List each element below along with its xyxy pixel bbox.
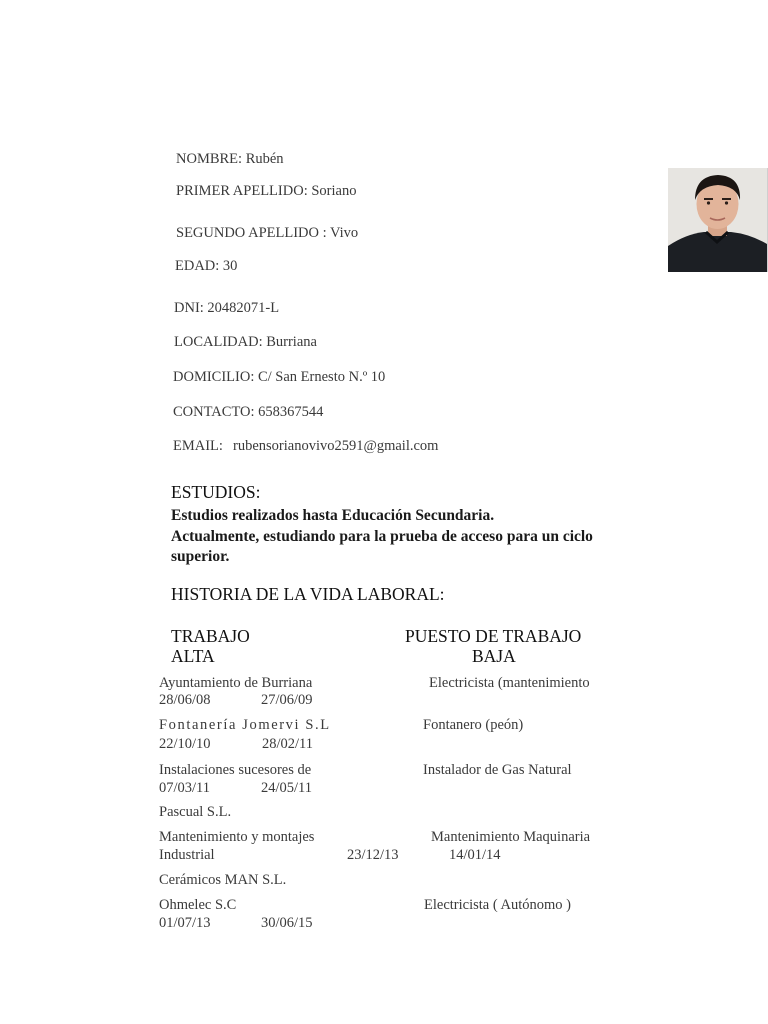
col-header-alta: ALTA <box>171 646 215 666</box>
estudios-heading: ESTUDIOS: <box>171 482 261 502</box>
job-baja: 24/05/11 <box>261 780 313 796</box>
field-segundo-apellido: SEGUNDO APELLIDO : Vivo <box>176 225 359 241</box>
job-empresa-line2: Industrial <box>159 847 215 863</box>
field-contacto: CONTACTO: 658367544 <box>173 404 324 420</box>
job-puesto: Instalador de Gas Natural <box>423 762 572 778</box>
estudios-line-3: superior. <box>171 548 230 565</box>
estudios-line-1: Estudios realizados hasta Educación Secundaria. <box>171 507 495 524</box>
job-alta: 22/10/10 <box>159 736 211 752</box>
job-empresa: Ayuntamiento de Burriana <box>159 675 313 691</box>
job-empresa: Instalaciones sucesores de <box>159 762 312 778</box>
job-puesto: Fontanero (peón) <box>423 717 524 733</box>
portrait-photo-icon <box>668 168 768 272</box>
job-puesto: Electricista ( Autónomo ) <box>424 897 571 913</box>
col-header-baja: BAJA <box>472 646 516 666</box>
job-empresa: Ohmelec S.C <box>159 897 237 913</box>
estudios-line-2: Actualmente, estudiando para la prueba de acceso para un ciclo <box>171 528 593 545</box>
field-nombre: NOMBRE: Rubén <box>176 151 284 167</box>
job-alta: 01/07/13 <box>159 915 211 931</box>
field-domicilio: DOMICILIO: C/ San Ernesto N.º 10 <box>173 369 386 385</box>
job-puesto: Mantenimiento Maquinaria <box>431 829 591 845</box>
job-baja: 14/01/14 <box>449 847 501 863</box>
job-baja: 28/02/11 <box>262 736 314 752</box>
job-baja: 27/06/09 <box>261 692 313 708</box>
field-primer-apellido: PRIMER APELLIDO: Soriano <box>176 183 357 199</box>
job-puesto: Electricista (mantenimiento <box>429 675 590 691</box>
col-header-trabajo: TRABAJO <box>171 626 250 646</box>
col-header-puesto: PUESTO DE TRABAJO <box>405 626 582 646</box>
job-alta: 28/06/08 <box>159 692 211 708</box>
job-empresa-cont: Pascual S.L. <box>159 804 232 820</box>
job-alta: 23/12/13 <box>347 847 399 863</box>
job-empresa-cont: Cerámicos MAN S.L. <box>159 872 287 888</box>
field-email-label: EMAIL: <box>173 438 223 454</box>
historia-heading: HISTORIA DE LA VIDA LABORAL: <box>171 584 445 604</box>
job-alta: 07/03/11 <box>159 780 211 796</box>
field-dni: DNI: 20482071-L <box>174 300 280 316</box>
job-baja: 30/06/15 <box>261 915 313 931</box>
field-edad: EDAD: 30 <box>175 258 238 274</box>
job-empresa: Fontanería Jomervi S.L <box>159 717 331 733</box>
field-email-value: rubensorianovivo2591@gmail.com <box>233 438 439 454</box>
job-empresa: Mantenimiento y montajes <box>159 829 315 845</box>
field-localidad: LOCALIDAD: Burriana <box>174 334 317 350</box>
